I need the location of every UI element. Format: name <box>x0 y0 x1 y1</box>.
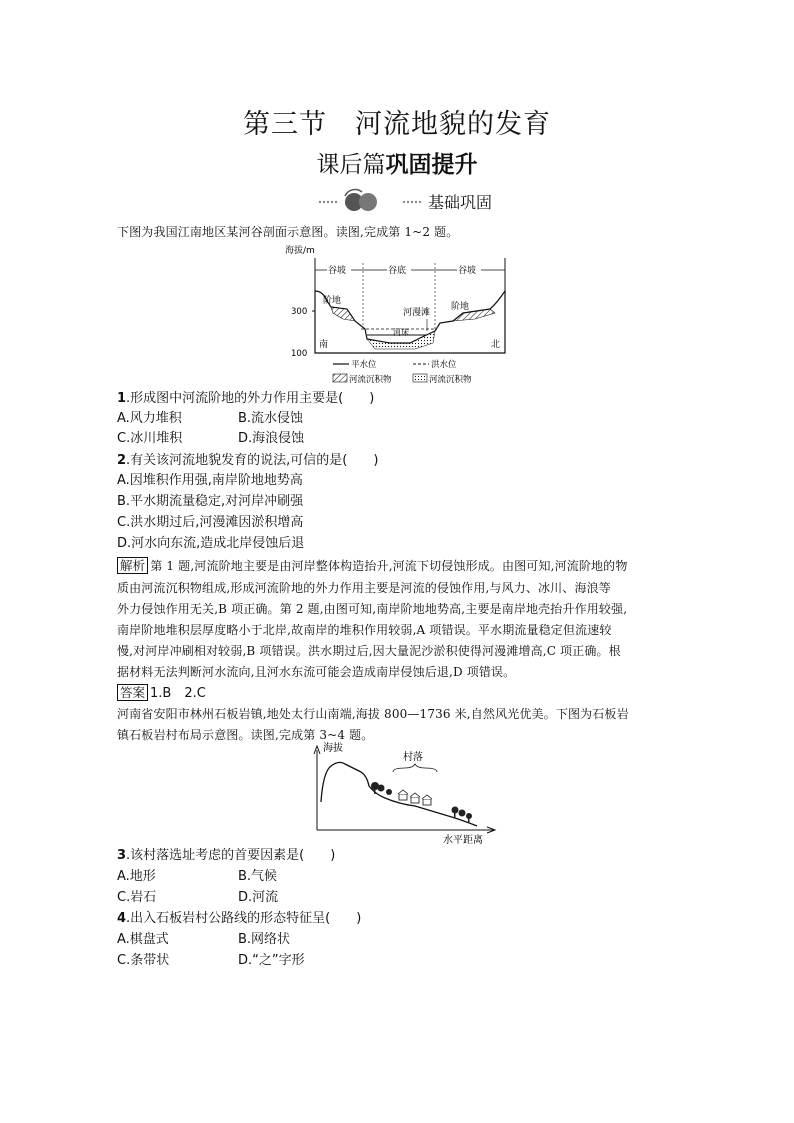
subtitle-bold: 巩固提升 <box>385 152 478 178</box>
answer-line <box>117 683 206 704</box>
analysis-line-2: 质由河流沉积物组成,形成河流阶地的外力作用主要是河流的侵蚀作用,与风力、冰川、海浪等 <box>117 581 611 595</box>
analysis-line-5: 慢,对河岸冲刷相对较弱,B 项错误。洪水期过后,因大量泥沙淤积使得河漫滩增高,C 项正确。根 <box>117 644 621 658</box>
q2-option-c: C.洪水期过后,河漫滩因淤积增高 <box>117 515 304 530</box>
q1-option-c: C.冰川堆积 <box>117 431 183 446</box>
q3-option-b: B.气候 <box>238 869 278 884</box>
fig1-valley-bottom: 谷底 <box>388 266 407 276</box>
q2-option-a: A.因堆积作用强,南岸阶地地势高 <box>117 473 303 488</box>
q3-option-c: C.岩石 <box>117 890 157 905</box>
question-4 <box>117 909 361 929</box>
q1-option-b: B.流水侵蚀 <box>238 411 304 426</box>
fig1-slope-left: 谷坡 <box>328 266 347 276</box>
fig1-south: 南 <box>319 340 329 350</box>
answer-text: 1.B 2.C <box>150 686 206 701</box>
fig1-legend-normal: 平水位 <box>351 360 377 370</box>
q4-option-c: C.条带状 <box>117 953 170 968</box>
q4-option-b: B.网络状 <box>238 932 291 947</box>
page-title: 第三节 河流地貌的发育 <box>243 109 551 140</box>
q1-option-a: A.风力堆积 <box>117 411 182 426</box>
analysis-line-1: 解析 第 1 题,河流阶地主要是由河岸整体构造抬升,河流下切侵蚀形成。由图可知,河流阶地的物 <box>117 556 627 576</box>
fig1-terrace-right: 阶地 <box>451 302 470 312</box>
question-1 <box>117 389 374 409</box>
q3-option-a: A.地形 <box>117 869 156 884</box>
fig1-y-label: 海拔/m <box>285 246 315 256</box>
fig1-legend-sediment-1: 河流沉积物 <box>349 375 392 385</box>
intro-text-1: 下图为我国江南地区某河谷剖面示意图。读图,完成第 1~2 题。 <box>117 225 459 239</box>
intro-text-2-line-1: 河南省安阳市林州石板岩镇,地处太行山南端,海拔 800—1736 米,自然风光优美。下图为石板岩 <box>117 707 629 721</box>
fig2-village-label: 村落 <box>403 752 423 763</box>
q1-option-d: D.海浪侵蚀 <box>238 431 305 446</box>
answer-tag: 答案 <box>117 684 148 701</box>
fig1-tick-300: 300 <box>291 307 308 317</box>
fig1-tick-100: 100 <box>291 349 308 359</box>
fig1-riverbed: 河床 <box>393 328 409 337</box>
fig2-x-label: 水平距离 <box>443 835 483 846</box>
q2-option-b: B.平水期流量稳定,对河岸冲刷强 <box>117 494 304 509</box>
fig1-terrace-left: 阶地 <box>323 296 342 306</box>
q4-option-d: D.“之”字形 <box>238 953 305 968</box>
q1-stem: .形成图中河流阶地的外力作用主要是( ) <box>126 391 375 406</box>
question-3 <box>117 846 335 866</box>
section-label: 基础巩固 <box>428 193 493 212</box>
fig1-north: 北 <box>491 340 501 350</box>
fig2-y-label: 海拔 <box>323 743 343 754</box>
q1-number: 1 <box>117 391 127 406</box>
question-2 <box>117 451 378 471</box>
analysis-tag: 解析 <box>117 557 148 574</box>
fig1-legend-sediment-2: 河流沉积物 <box>429 375 472 385</box>
subtitle-prefix: 课后篇 <box>316 152 386 178</box>
fig1-slope-right: 谷坡 <box>458 266 477 276</box>
fig1-floodplain: 河漫滩 <box>403 308 431 318</box>
intro-text-2-line-2: 镇石板岩村布局示意图。读图,完成第 3~4 题。 <box>117 728 374 742</box>
fig1-legend-flood: 洪水位 <box>431 360 457 370</box>
q4-option-a: A.棋盘式 <box>117 932 169 947</box>
section-banner <box>318 188 518 214</box>
river-valley-profile-figure <box>285 243 515 388</box>
q3-stem: .该村落选址考虑的首要因素是( ) <box>126 848 336 863</box>
village-layout-figure <box>305 742 505 846</box>
q3-option-d: D.河流 <box>238 890 279 905</box>
q3-number: 3 <box>117 848 127 863</box>
q4-number: 4 <box>117 911 127 926</box>
q2-option-d: D.河水向东流,造成北岸侵蚀后退 <box>117 536 305 551</box>
page-subtitle <box>0 146 794 179</box>
analysis-line-6: 据材料无法判断河水流向,且河水东流可能会造成南岸侵蚀后退,D 项错误。 <box>117 665 516 679</box>
q2-stem: .有关该河流地貌发育的说法,可信的是( ) <box>126 453 379 468</box>
q4-stem: .出入石板岩村公路线的形态特征呈( ) <box>126 911 362 926</box>
analysis-line-4: 南岸阶地堆积层厚度略小于北岸,故南岸的堆积作用较弱,A 项错误。平水期流量稳定但流速较 <box>117 623 612 637</box>
analysis-line-3: 外力侵蚀作用无关,B 项正确。第 2 题,由图可知,南岸阶地地势高,主要是南岸地壳抬升作用较强, <box>117 602 628 616</box>
q2-number: 2 <box>117 453 127 468</box>
